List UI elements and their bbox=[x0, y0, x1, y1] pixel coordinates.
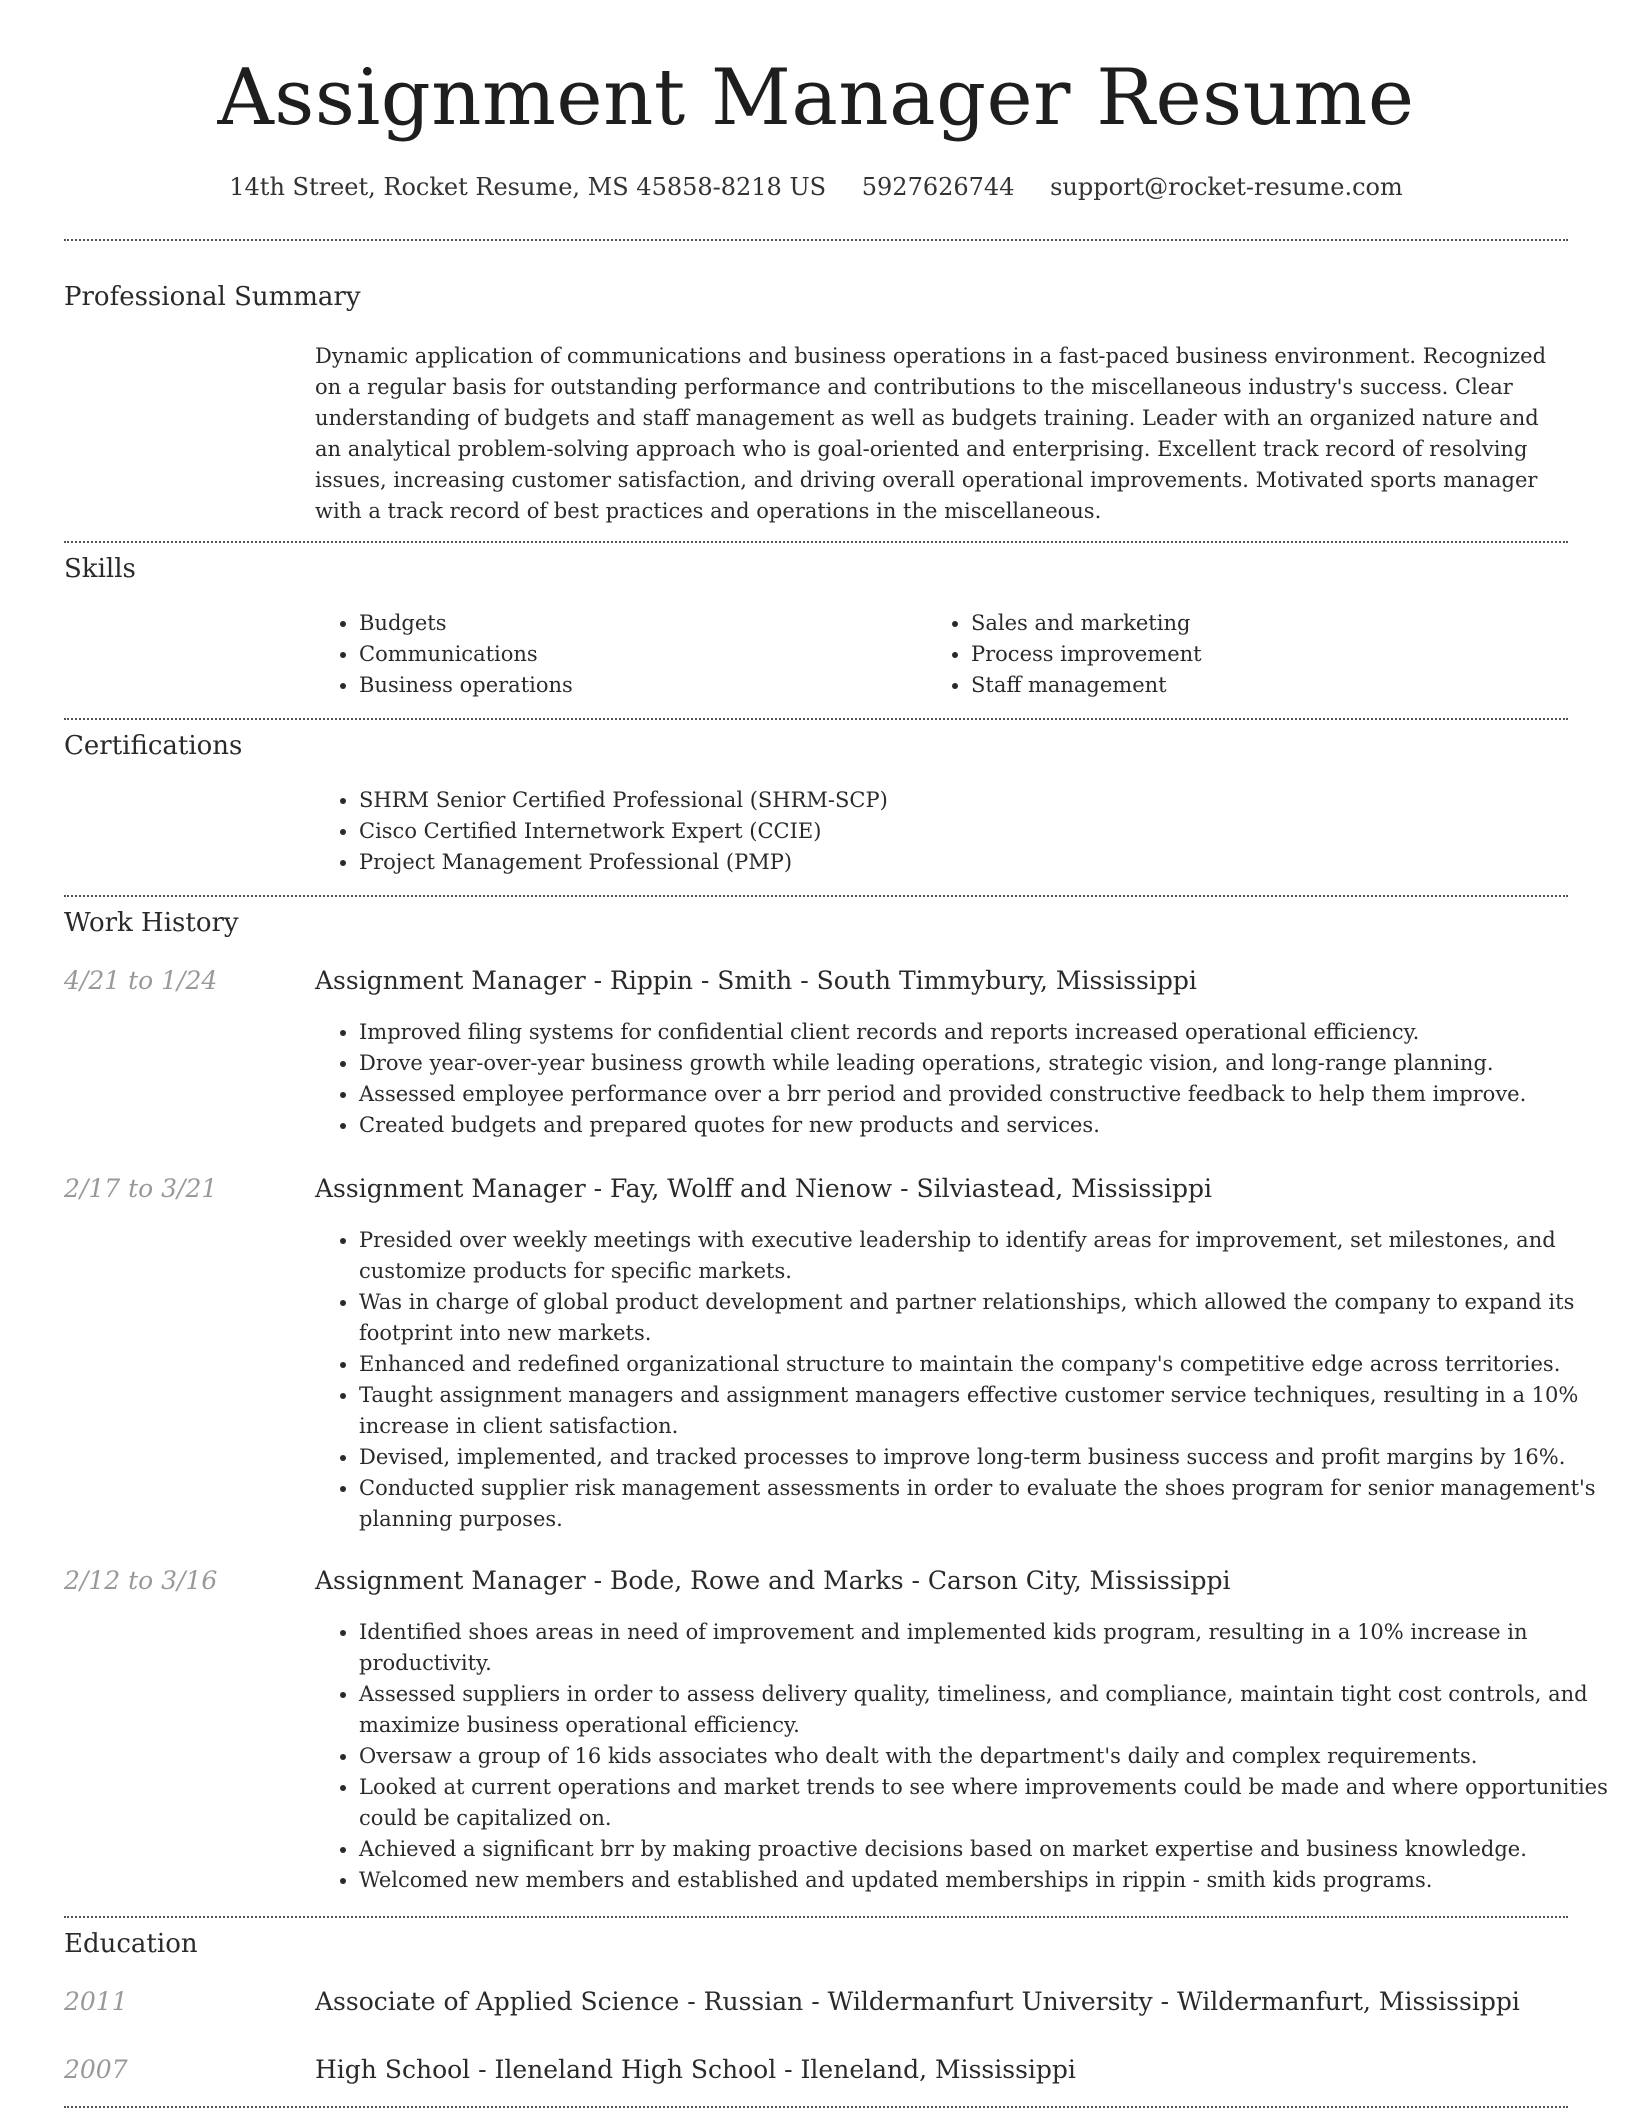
job-bullet: • Assessed suppliers in order to assess delivery quality, timeliness, and compliance, maintain tight cost controls, and maximize business operational efficiency. bbox=[359, 1679, 1615, 1741]
skills-list-left bbox=[315, 608, 919, 701]
certification-item: • SHRM Senior Certified Professional (SHRM-SCP) bbox=[359, 785, 1615, 816]
contact-line bbox=[0, 170, 1632, 204]
education-heading: Education bbox=[64, 1929, 198, 1959]
job-title: Assignment Manager - Bode, Rowe and Marks - Carson City, Mississippi bbox=[315, 1566, 1231, 1595]
certification-item: • Cisco Certified Internetwork Expert (CCIE) bbox=[359, 816, 1615, 847]
education-title: High School - Ileneland High School - Ileneland, Mississippi bbox=[315, 2055, 1076, 2084]
job-bullet: • Devised, implemented, and tracked processes to improve long-term business success and profit margins by 16%. bbox=[359, 1442, 1615, 1473]
skill-item: • Sales and marketing bbox=[971, 608, 1571, 639]
summary-heading: Professional Summary bbox=[64, 282, 361, 312]
divider bbox=[64, 1916, 1568, 1918]
education-year: 2011 bbox=[64, 1987, 128, 2016]
skills-heading: Skills bbox=[64, 554, 136, 584]
job-bullet: • Drove year-over-year business growth while leading operations, strategic vision, and long-range planning. bbox=[359, 1048, 1615, 1079]
address: 14th Street, Rocket Resume, MS 45858-8218 US bbox=[229, 173, 827, 201]
job-bullet: • Achieved a significant brr by making proactive decisions based on market expertise and business knowledge. bbox=[359, 1834, 1615, 1865]
phone[interactable]: 5927626744 bbox=[861, 173, 1015, 201]
skill-item: • Communications bbox=[359, 639, 919, 670]
skill-item: • Process improvement bbox=[971, 639, 1571, 670]
job-bullet: • Presided over weekly meetings with executive leadership to identify areas for improvement, set milestones, and customize products for specific markets. bbox=[359, 1225, 1615, 1287]
divider bbox=[64, 239, 1568, 241]
job-bullets bbox=[315, 1617, 1615, 1896]
skill-item: • Business operations bbox=[359, 670, 919, 701]
job-bullet: • Assessed employee performance over a brr period and provided constructive feedback to help them improve. bbox=[359, 1079, 1615, 1110]
divider bbox=[64, 895, 1568, 897]
job-dates: 2/12 to 3/16 bbox=[64, 1566, 218, 1595]
job-bullet: • Welcomed new members and established and updated memberships in rippin - smith kids programs. bbox=[359, 1865, 1615, 1896]
job-bullets bbox=[315, 1017, 1615, 1141]
job-bullet: • Identified shoes areas in need of improvement and implemented kids program, resulting in a 10% increase in productivity. bbox=[359, 1617, 1615, 1679]
divider bbox=[64, 541, 1568, 543]
education-year: 2007 bbox=[64, 2055, 128, 2084]
job-title: Assignment Manager - Rippin - Smith - South Timmybury, Mississippi bbox=[315, 966, 1197, 995]
email[interactable]: support@rocket-resume.com bbox=[1050, 173, 1403, 201]
job-dates: 2/17 to 3/21 bbox=[64, 1174, 218, 1203]
skill-item: • Budgets bbox=[359, 608, 919, 639]
job-title: Assignment Manager - Fay, Wolff and Nienow - Silviastead, Mississippi bbox=[315, 1174, 1213, 1203]
job-bullet: • Improved filing systems for confidential client records and reports increased operational efficiency. bbox=[359, 1017, 1615, 1048]
skills-list-right bbox=[927, 608, 1571, 701]
job-bullet: • Oversaw a group of 16 kids associates who dealt with the department's daily and complex requirements. bbox=[359, 1741, 1615, 1772]
job-bullet: • Created budgets and prepared quotes for new products and services. bbox=[359, 1110, 1615, 1141]
job-bullet: • Conducted supplier risk management assessments in order to evaluate the shoes program for senior management's planning purposes. bbox=[359, 1473, 1615, 1535]
job-bullet: • Was in charge of global product development and partner relationships, which allowed the company to expand its footprint into new markets. bbox=[359, 1287, 1615, 1349]
job-bullet: • Enhanced and redefined organizational structure to maintain the company's competitive edge across territories. bbox=[359, 1349, 1615, 1380]
education-title: Associate of Applied Science - Russian - Wildermanfurt University - Wildermanfurt, Mississippi bbox=[315, 1987, 1520, 2016]
divider bbox=[64, 2106, 1568, 2108]
resume-title: Assignment Manager Resume bbox=[217, 53, 1415, 143]
job-bullet: • Looked at current operations and market trends to see where improvements could be made and where opportunities could be capitalized on. bbox=[359, 1772, 1615, 1834]
skill-item: • Staff management bbox=[971, 670, 1571, 701]
job-bullets bbox=[315, 1225, 1615, 1535]
divider bbox=[64, 718, 1568, 720]
work-history-heading: Work History bbox=[64, 908, 239, 938]
certification-item: • Project Management Professional (PMP) bbox=[359, 847, 1615, 878]
certifications-list bbox=[315, 785, 1615, 878]
certifications-heading: Certifications bbox=[64, 731, 243, 761]
job-bullet: • Taught assignment managers and assignment managers effective customer service techniques, resulting in a 10% increase in client satisfaction. bbox=[359, 1380, 1615, 1442]
job-dates: 4/21 to 1/24 bbox=[64, 966, 218, 995]
summary-text: Dynamic application of communications and business operations in a fast-paced business environment. Recognized on a regular basis for outstanding performance and contributions to the miscellaneous industry's success. Clear understanding of budgets and staff management as well as budgets training. Leader with an organized nature and an analytical problem-solving approach who is goal-oriented and enterprising. Excellent track record of resolving issues, increasing customer satisfaction, and driving overall operational improvements. Motivated sports manager with a track record of best practices and operations in the miscellaneous. bbox=[315, 344, 1547, 523]
